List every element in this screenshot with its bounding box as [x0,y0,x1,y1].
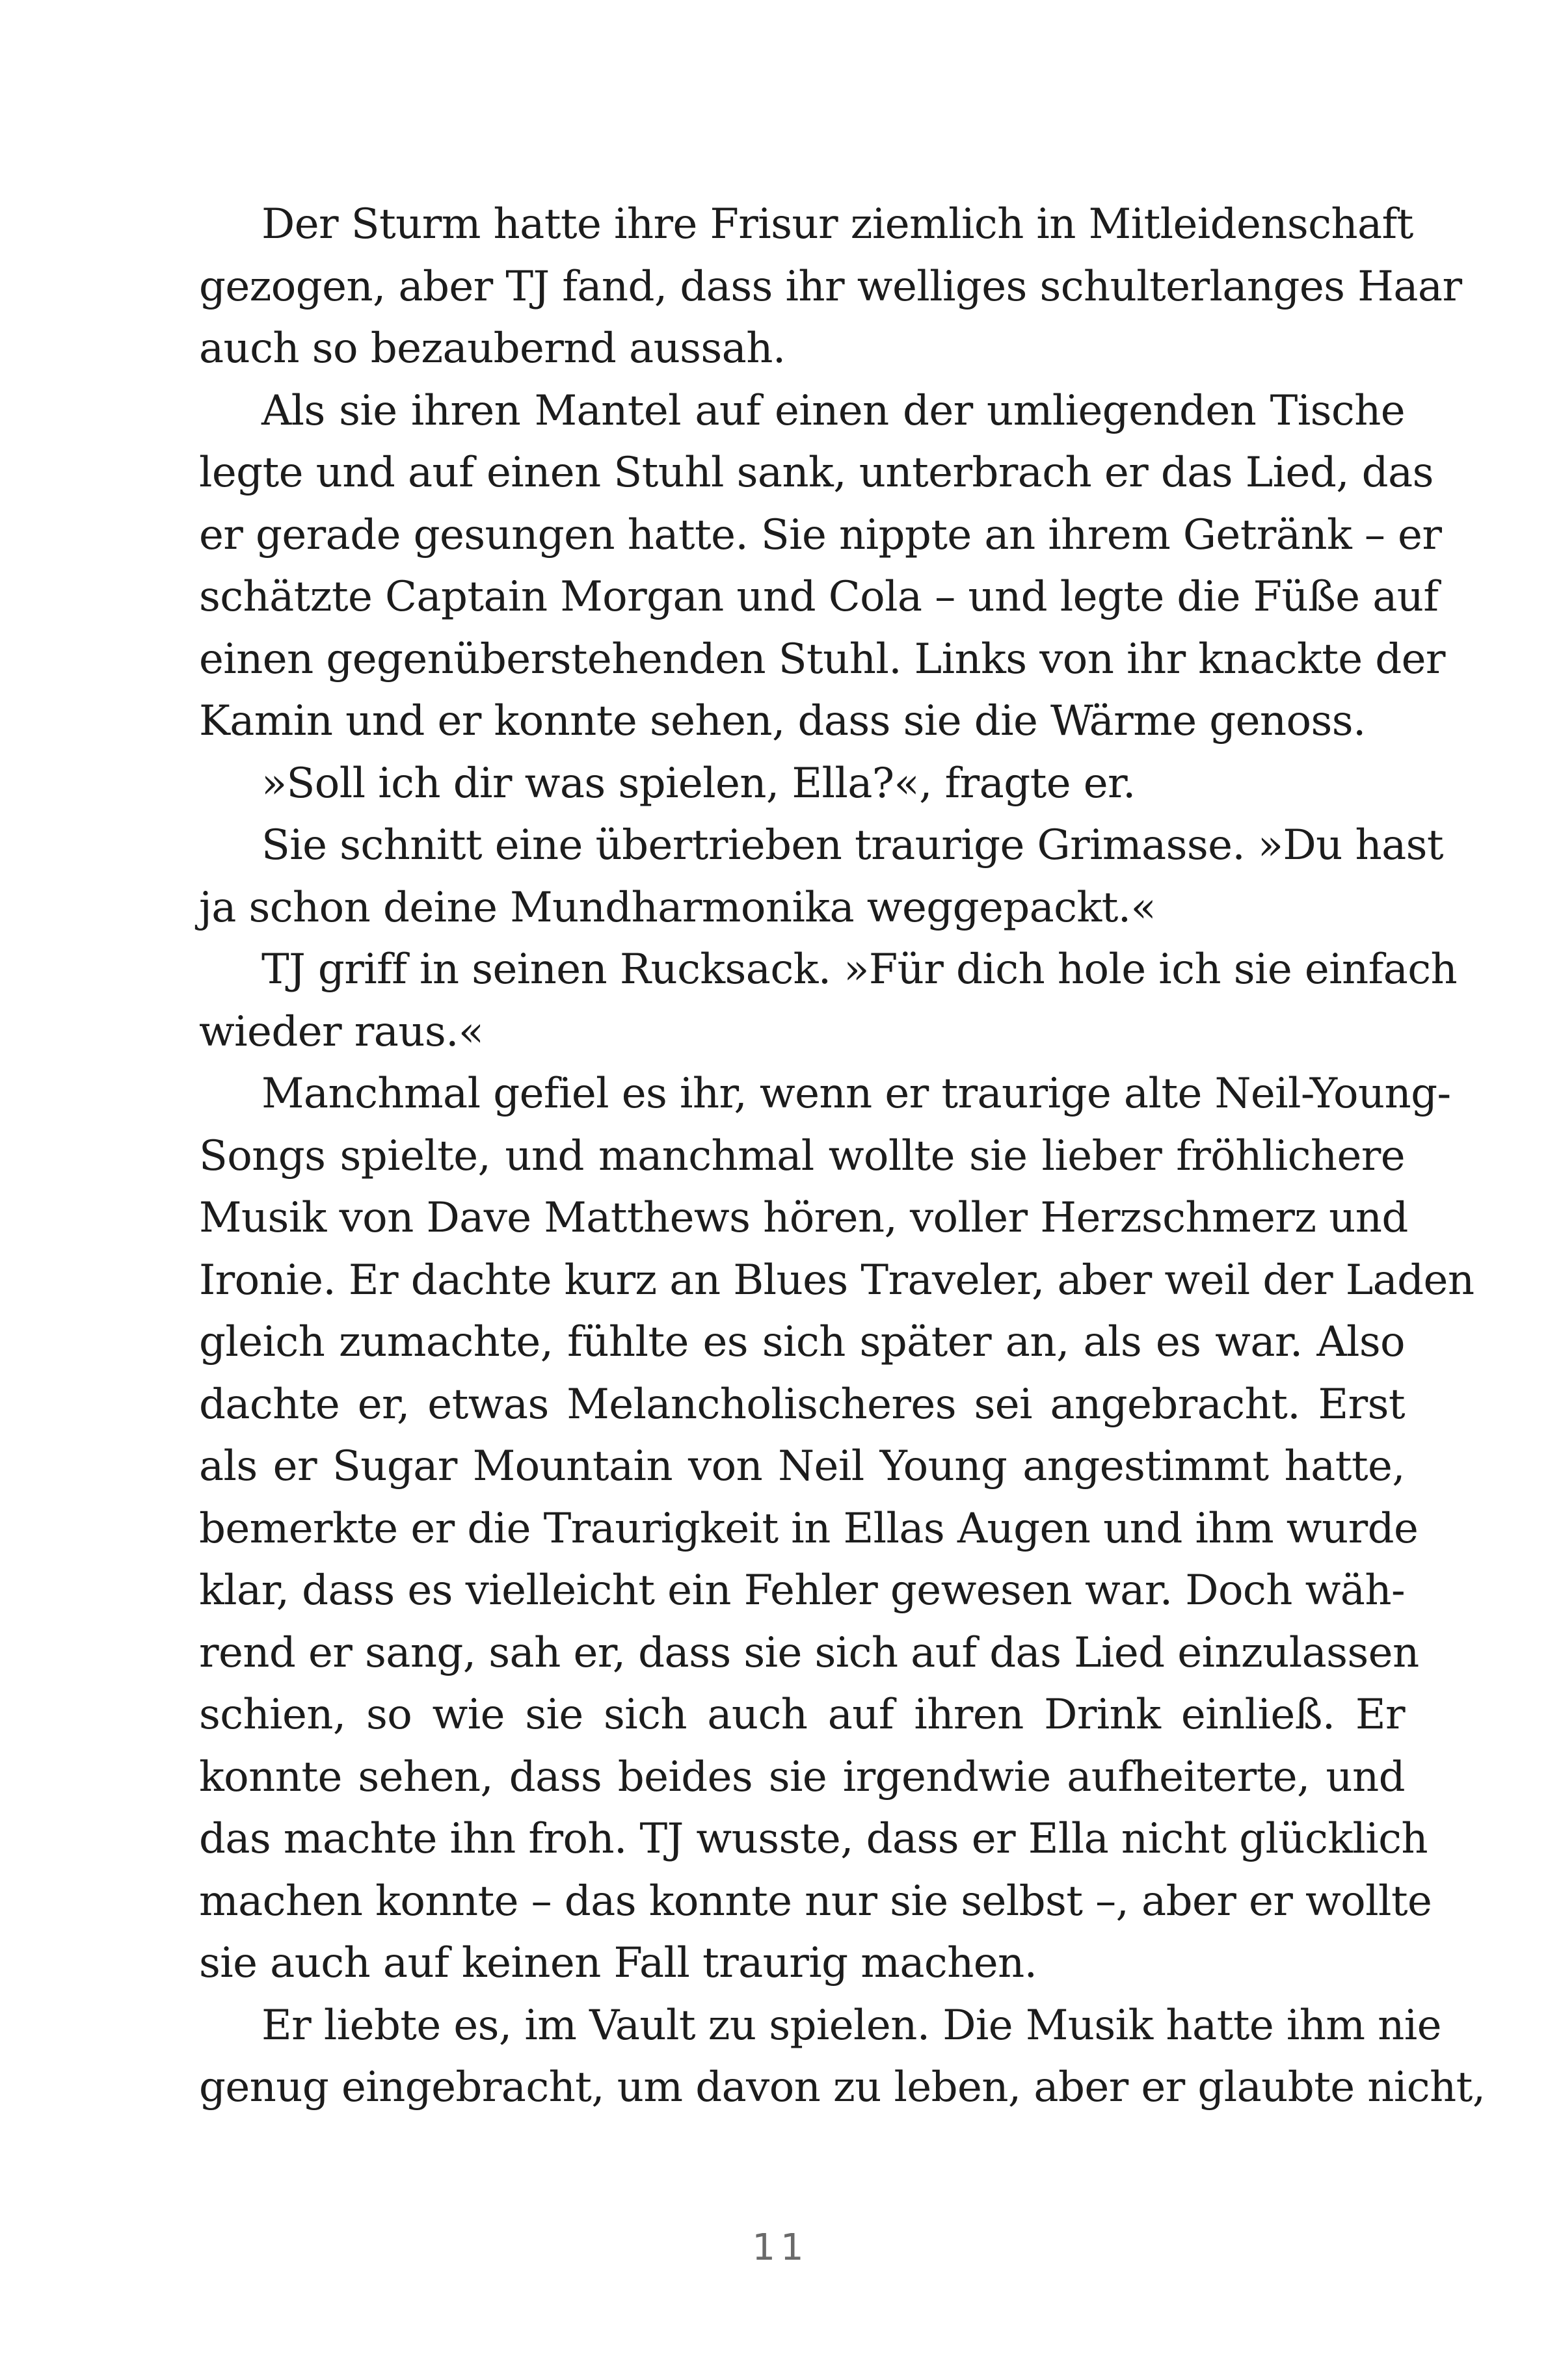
text-line: TJ griff in seinen Rucksack. »Für dich hole ich sie einfach [261,945,1458,994]
text-line: gleich zumachte, fühlte es sich später an, als es war. Also [199,1318,1405,1366]
paragraph [199,1995,1486,2119]
text-line: als er Sugar Mountain von Neil Young angestimmt hatte, [199,1442,1405,1490]
text-line: gezogen, aber TJ fand, dass ihr welliges schulterlanges Haar [199,262,1462,311]
text-line: Sie schnitt eine übertrieben traurige Grimasse. »Du hast [261,821,1443,869]
text-line: konnte sehen, dass beides sie irgendwie aufheiterte, und [199,1752,1405,1801]
text-line: bemerkte er die Traurigkeit in Ellas Augen und ihm wurde [199,1504,1419,1553]
text-line: rend er sang, sah er, dass sie sich auf das Lied einzulassen [199,1628,1419,1677]
paragraph [199,194,1462,380]
text-line: Kamin und er konnte sehen, dass sie die Wärme genoss. [199,697,1366,745]
page-number: 11 [752,2227,809,2269]
paragraph [199,380,1445,753]
text-line: legte und auf einen Stuhl sank, unterbrach er das Lied, das [199,449,1434,497]
paragraph [199,1063,1474,1995]
text-line: wieder raus.« [199,1007,484,1056]
text-line: Als sie ihren Mantel auf einen der umliegenden Tische [261,386,1405,435]
paragraph [199,753,1405,815]
text-line: das machte ihn froh. TJ wusste, dass er Ella nicht glücklich [199,1815,1428,1863]
text-line: sie auch auf keinen Fall traurig machen. [199,1939,1037,1987]
text-line: Manchmal gefiel es ihr, wenn er traurige alte Neil-Young- [261,1070,1451,1118]
paragraph [199,939,1458,1063]
text-line: Musik von Dave Matthews hören, voller Herzschmerz und [199,1194,1408,1242]
text-line: Der Sturm hatte ihre Frisur ziemlich in Mitleidenschaft [261,200,1413,248]
text-line: ja schon deine Mundharmonika weggepackt.« [199,883,1156,932]
text-line: Ironie. Er dachte kurz an Blues Traveler, aber weil der Laden [199,1256,1474,1304]
text-line: Er liebte es, im Vault zu spielen. Die Musik hatte ihm nie [261,2001,1441,2050]
text-line: »Soll ich dir was spielen, Ella?«, fragte er. [261,759,1136,808]
text-line: machen konnte – das konnte nur sie selbst –, aber er wollte [199,1877,1432,1925]
text-line: einen gegenüberstehenden Stuhl. Links von ihr knackte der [199,635,1445,683]
text-line: schätzte Captain Morgan und Cola – und legte die Füße auf [199,573,1439,621]
body-text [199,194,1486,2119]
paragraph [199,815,1443,939]
text-line: dachte er, etwas Melancholischeres sei angebracht. Erst [199,1380,1405,1429]
text-line: schien, so wie sie sich auch auf ihren Drink einließ. Er [199,1691,1405,1739]
text-line: Songs spielte, und manchmal wollte sie lieber fröhlichere [199,1131,1405,1180]
text-line: er gerade gesungen hatte. Sie nippte an ihrem Getränk – er [199,510,1442,559]
text-line: genug eingebracht, um davon zu leben, aber er glaubte nicht, [199,2063,1486,2111]
text-line: auch so bezaubernd aussah. [199,324,786,373]
text-line: klar, dass es vielleicht ein Fehler gewesen war. Doch wäh- [199,1567,1405,1615]
